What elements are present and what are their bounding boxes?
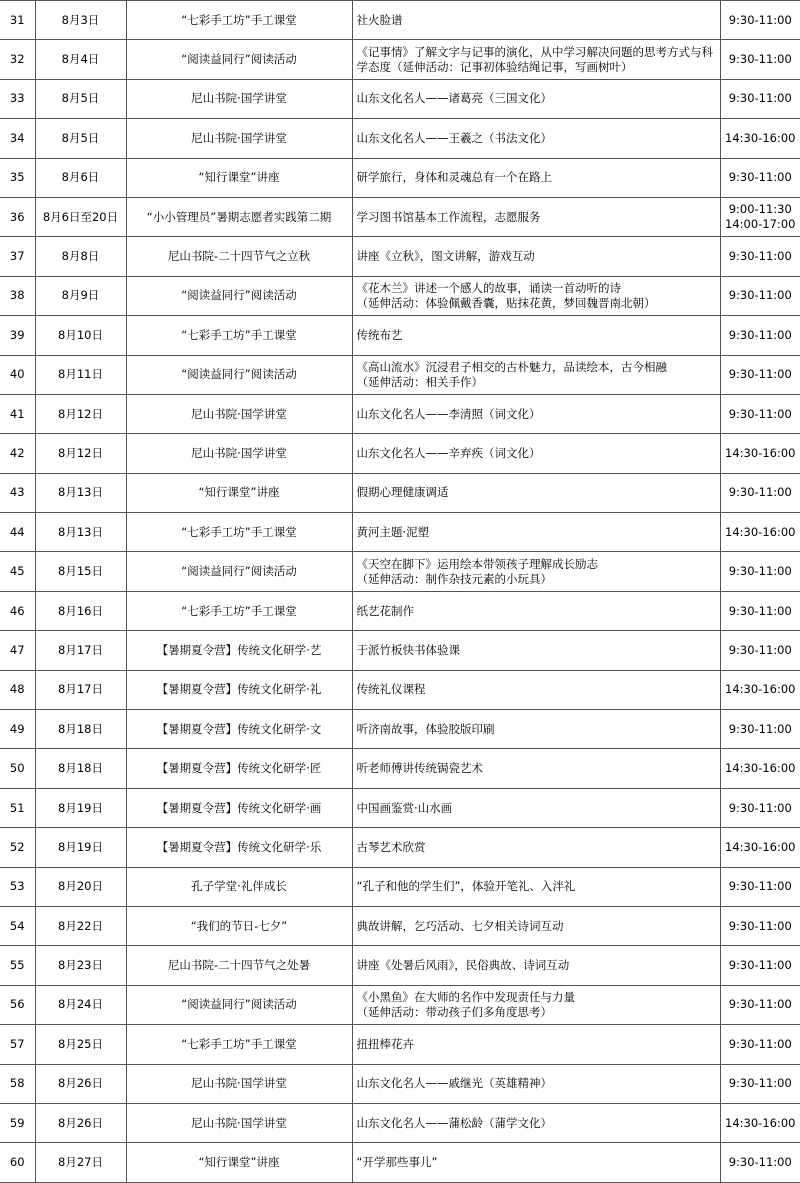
row-number-cell: 51 [0,788,35,827]
time-cell: 9:30-11:00 [720,40,800,79]
content-cell: 扭扭棒花卉 [352,1025,720,1064]
table-row [0,119,800,158]
row-number-cell: 50 [0,749,35,788]
time-cell: 9:30-11:00 [720,867,800,906]
row-number-cell: 48 [0,670,35,709]
content-cell: “孔子和他的学生们”，体验开笔礼、入泮礼 [352,867,720,906]
date-cell: 8月16日 [35,591,126,630]
content-cell: 纸艺花制作 [352,591,720,630]
date-cell: 8月3日 [35,1,126,40]
row-number-cell: 59 [0,1103,35,1142]
time-cell: 9:30-11:00 [720,552,800,591]
event-name-cell: “阅读益同行”阅读活动 [126,355,352,394]
date-cell: 8月10日 [35,316,126,355]
content-cell: 《花木兰》讲述一个感人的故事，诵读一首动听的诗 （延伸活动：体验佩戴香囊，贴抹花黄，梦回魏晋南北朝） [352,276,720,315]
date-cell: 8月6日至20日 [35,197,126,236]
date-cell: 8月20日 [35,867,126,906]
table-row [0,867,800,906]
event-name-cell: 尼山书院-二十四节气之处暑 [126,946,352,985]
time-cell: 9:30-11:00 [720,158,800,197]
content-cell: 黄河主题·泥塑 [352,513,720,552]
time-cell: 9:30-11:00 [720,79,800,118]
event-name-cell: “阅读益同行”阅读活动 [126,985,352,1024]
event-name-cell: “阅读益同行”阅读活动 [126,552,352,591]
time-cell: 9:30-11:00 [720,788,800,827]
table-row [0,591,800,630]
table-row [0,1025,800,1064]
content-cell: 山东文化名人——戚继光（英雄精神） [352,1064,720,1103]
date-cell: 8月26日 [35,1064,126,1103]
date-cell: 8月24日 [35,985,126,1024]
content-cell: 传统礼仪课程 [352,670,720,709]
event-name-cell: 【暑期夏令营】传统文化研学·乐 [126,828,352,867]
date-cell: 8月19日 [35,828,126,867]
row-number-cell: 41 [0,394,35,433]
event-name-cell: 【暑期夏令营】传统文化研学·礼 [126,670,352,709]
table-row [0,985,800,1024]
row-number-cell: 56 [0,985,35,1024]
row-number-cell: 55 [0,946,35,985]
date-cell: 8月15日 [35,552,126,591]
row-number-cell: 42 [0,434,35,473]
date-cell: 8月18日 [35,749,126,788]
content-cell: 《小黑鱼》在大师的名作中发现责任与力量 （延伸活动：带动孩子们多角度思考） [352,985,720,1024]
event-name-cell: 尼山书院·国学讲堂 [126,1064,352,1103]
table-row [0,906,800,945]
table-row [0,394,800,433]
table-row [0,1103,800,1142]
time-cell: 9:00-11:30 14:00-17:00 [720,197,800,236]
content-cell: 中国画鉴赏·山水画 [352,788,720,827]
row-number-cell: 40 [0,355,35,394]
table-row [0,434,800,473]
event-name-cell: “七彩手工坊”手工课堂 [126,513,352,552]
content-cell: 山东文化名人——蒲松龄（蒲学文化） [352,1103,720,1142]
date-cell: 8月5日 [35,79,126,118]
event-name-cell: 尼山书院·国学讲堂 [126,79,352,118]
content-cell: 山东文化名人——辛弃疾（词文化） [352,434,720,473]
row-number-cell: 32 [0,40,35,79]
row-number-cell: 38 [0,276,35,315]
table-row [0,237,800,276]
date-cell: 8月12日 [35,434,126,473]
table-row [0,749,800,788]
time-cell: 14:30-16:00 [720,828,800,867]
time-cell: 9:30-11:00 [720,1,800,40]
row-number-cell: 33 [0,79,35,118]
event-name-cell: 孔子学堂·礼伴成长 [126,867,352,906]
row-number-cell: 36 [0,197,35,236]
date-cell: 8月6日 [35,158,126,197]
time-cell: 14:30-16:00 [720,1103,800,1142]
event-name-cell: 尼山书院·国学讲堂 [126,119,352,158]
table-row [0,158,800,197]
table-row [0,355,800,394]
event-name-cell: “知行课堂”讲座 [126,1143,352,1182]
row-number-cell: 44 [0,513,35,552]
content-cell: 于派竹板快书体验课 [352,631,720,670]
table-row [0,946,800,985]
row-number-cell: 35 [0,158,35,197]
time-cell: 9:30-11:00 [720,1143,800,1182]
content-cell: 传统布艺 [352,316,720,355]
date-cell: 8月12日 [35,394,126,433]
content-cell: 讲座《处暑后风雨》，民俗典故、诗词互动 [352,946,720,985]
event-name-cell: “阅读益同行”阅读活动 [126,40,352,79]
event-name-cell: “七彩手工坊”手工课堂 [126,316,352,355]
event-name-cell: 【暑期夏令营】传统文化研学·文 [126,710,352,749]
event-name-cell: “七彩手工坊”手工课堂 [126,1,352,40]
content-cell: 《高山流水》沉浸君子相交的古朴魅力，品读绘本，古今相融 （延伸活动：相关手作） [352,355,720,394]
time-cell: 9:30-11:00 [720,316,800,355]
date-cell: 8月26日 [35,1103,126,1142]
date-cell: 8月23日 [35,946,126,985]
event-name-cell: “七彩手工坊”手工课堂 [126,1025,352,1064]
event-name-cell: 尼山书院-二十四节气之立秋 [126,237,352,276]
table-row [0,631,800,670]
table-row [0,316,800,355]
row-number-cell: 53 [0,867,35,906]
date-cell: 8月22日 [35,906,126,945]
table-row [0,1064,800,1103]
event-name-cell: 尼山书院·国学讲堂 [126,1103,352,1142]
table-row [0,828,800,867]
row-number-cell: 60 [0,1143,35,1182]
time-cell: 9:30-11:00 [720,355,800,394]
row-number-cell: 54 [0,906,35,945]
row-number-cell: 46 [0,591,35,630]
content-cell: 典故讲解，乞巧活动、七夕相关诗词互动 [352,906,720,945]
event-name-cell: 【暑期夏令营】传统文化研学·画 [126,788,352,827]
content-cell: 《天空在脚下》运用绘本带领孩子理解成长励志 （延伸活动：制作杂技元素的小玩具） [352,552,720,591]
table-row [0,197,800,236]
row-number-cell: 39 [0,316,35,355]
content-cell: 社火脸谱 [352,1,720,40]
time-cell: 14:30-16:00 [720,434,800,473]
date-cell: 8月8日 [35,237,126,276]
content-cell: 讲座《立秋》，图文讲解，游戏互动 [352,237,720,276]
row-number-cell: 34 [0,119,35,158]
event-name-cell: “知行课堂”讲座 [126,158,352,197]
table-row [0,1143,800,1182]
table-row [0,788,800,827]
row-number-cell: 52 [0,828,35,867]
table-row [0,552,800,591]
content-cell: “开学那些事儿” [352,1143,720,1182]
table-row [0,1,800,40]
date-cell: 8月18日 [35,710,126,749]
row-number-cell: 37 [0,237,35,276]
date-cell: 8月4日 [35,40,126,79]
date-cell: 8月19日 [35,788,126,827]
date-cell: 8月13日 [35,473,126,512]
table-row [0,276,800,315]
table-row [0,710,800,749]
row-number-cell: 57 [0,1025,35,1064]
time-cell: 9:30-11:00 [720,710,800,749]
content-cell: 研学旅行，身体和灵魂总有一个在路上 [352,158,720,197]
content-cell: 听济南故事，体验胶版印刷 [352,710,720,749]
time-cell: 14:30-16:00 [720,513,800,552]
content-cell: 假期心理健康调适 [352,473,720,512]
event-name-cell: “七彩手工坊”手工课堂 [126,591,352,630]
date-cell: 8月13日 [35,513,126,552]
event-name-cell: 【暑期夏令营】传统文化研学·匠 [126,749,352,788]
row-number-cell: 47 [0,631,35,670]
date-cell: 8月27日 [35,1143,126,1182]
event-name-cell: 尼山书院·国学讲堂 [126,394,352,433]
content-cell: 山东文化名人——王羲之（书法文化） [352,119,720,158]
date-cell: 8月5日 [35,119,126,158]
event-name-cell: “我们的节日-七夕” [126,906,352,945]
time-cell: 14:30-16:00 [720,749,800,788]
content-cell: 听老师傅讲传统锔瓷艺术 [352,749,720,788]
schedule-table-body [0,1,800,1183]
table-row [0,670,800,709]
content-cell: 《记事情》了解文字与记事的演化，从中学习解决问题的思考方式与科学态度（延伸活动：记事初体验结绳记事，写画树叶） [352,40,720,79]
time-cell: 9:30-11:00 [720,237,800,276]
time-cell: 9:30-11:00 [720,985,800,1024]
time-cell: 9:30-11:00 [720,394,800,433]
event-name-cell: “小小管理员”暑期志愿者实践第二期 [126,197,352,236]
time-cell: 14:30-16:00 [720,670,800,709]
content-cell: 学习图书馆基本工作流程，志愿服务 [352,197,720,236]
time-cell: 9:30-11:00 [720,1064,800,1103]
table-row [0,79,800,118]
table-row [0,473,800,512]
time-cell: 9:30-11:00 [720,473,800,512]
time-cell: 9:30-11:00 [720,631,800,670]
row-number-cell: 31 [0,1,35,40]
date-cell: 8月9日 [35,276,126,315]
event-name-cell: 尼山书院·国学讲堂 [126,434,352,473]
row-number-cell: 43 [0,473,35,512]
time-cell: 9:30-11:00 [720,591,800,630]
table-row [0,40,800,79]
content-cell: 山东文化名人——李清照（词文化） [352,394,720,433]
date-cell: 8月17日 [35,631,126,670]
content-cell: 古琴艺术欣赏 [352,828,720,867]
row-number-cell: 45 [0,552,35,591]
time-cell: 9:30-11:00 [720,1025,800,1064]
time-cell: 9:30-11:00 [720,946,800,985]
date-cell: 8月17日 [35,670,126,709]
event-name-cell: “知行课堂”讲座 [126,473,352,512]
content-cell: 山东文化名人——诸葛亮（三国文化） [352,79,720,118]
time-cell: 9:30-11:00 [720,906,800,945]
row-number-cell: 58 [0,1064,35,1103]
table-row [0,513,800,552]
time-cell: 14:30-16:00 [720,119,800,158]
event-name-cell: “阅读益同行”阅读活动 [126,276,352,315]
event-name-cell: 【暑期夏令营】传统文化研学·艺 [126,631,352,670]
time-cell: 9:30-11:00 [720,276,800,315]
date-cell: 8月11日 [35,355,126,394]
date-cell: 8月25日 [35,1025,126,1064]
row-number-cell: 49 [0,710,35,749]
